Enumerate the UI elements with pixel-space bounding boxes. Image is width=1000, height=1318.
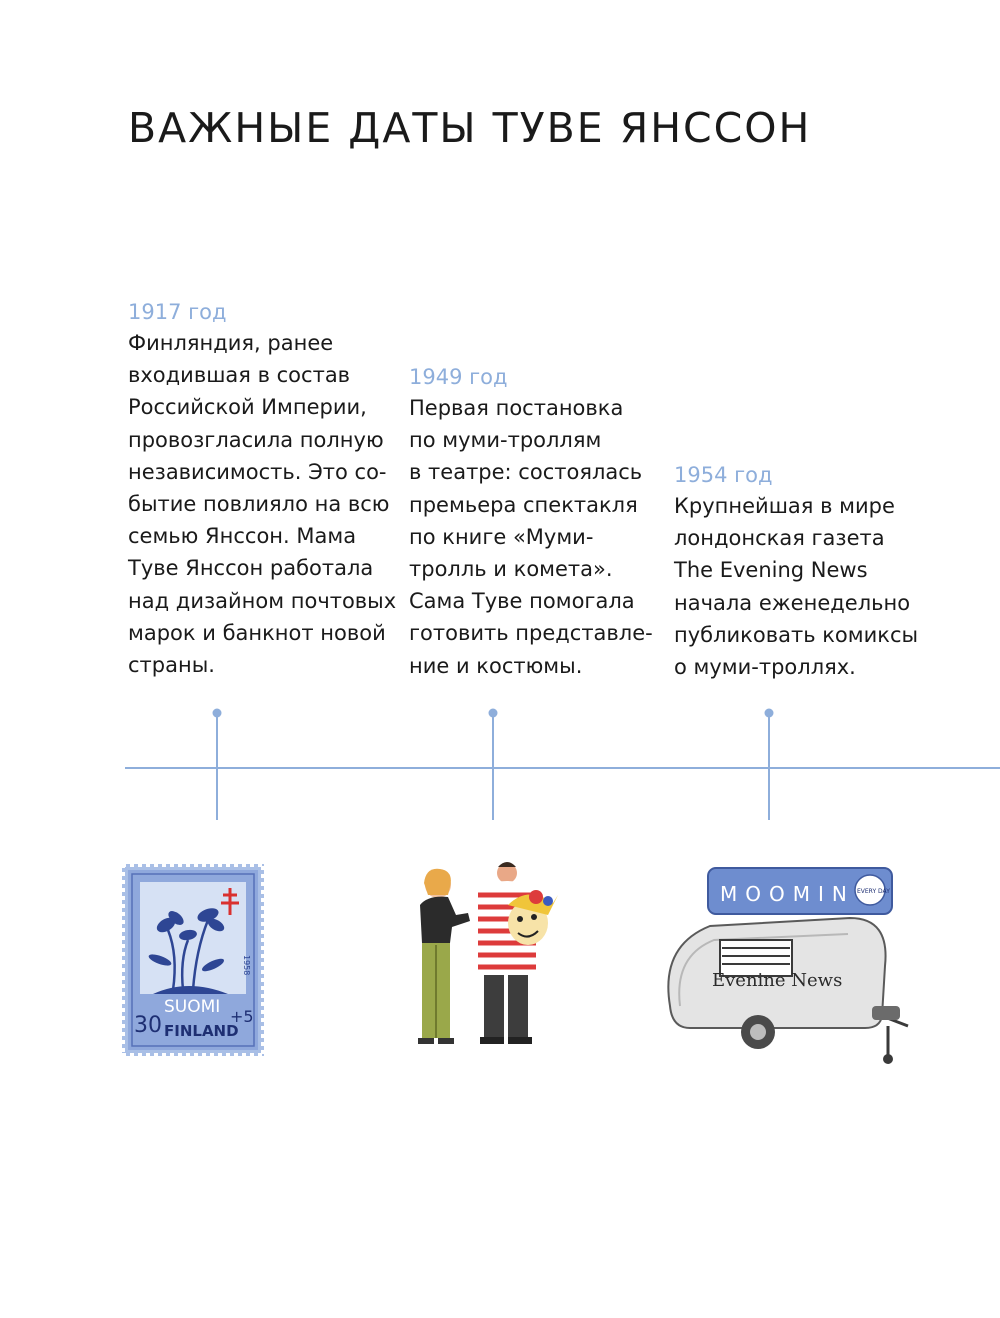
text-line: премьера спектакля: [409, 492, 638, 517]
text-line: независимость. Это со-: [128, 459, 387, 484]
text-line: тролль и комета».: [409, 557, 613, 582]
theatre-costume-icon: [408, 855, 578, 1055]
page-title: ВАЖНЫЕ ДАТЫ ТУВЕ ЯНССОН: [128, 104, 812, 152]
text-line: страны.: [128, 653, 215, 678]
text-line: в театре: состоялась: [409, 460, 643, 485]
stamp-word-top: SUOMI: [164, 997, 221, 1017]
text-line: Крупнейшая в мире: [674, 494, 895, 518]
text-line: бытие повлияло на всю: [128, 492, 390, 517]
text-line: Туве Янссон работала: [128, 556, 374, 581]
text-line: провозгласила полную: [128, 427, 384, 452]
text-line: марок и банкнот новой: [128, 620, 386, 645]
text-line: ние и костюмы.: [409, 653, 583, 678]
text-line: The Evening News: [674, 558, 868, 583]
stamp-value-left: 30: [134, 1013, 162, 1038]
stamp-value-right: +5: [230, 1007, 254, 1026]
postage-stamp-icon: [118, 860, 268, 1060]
text-line: Финляндия, ранее: [128, 331, 334, 355]
entry-year: 1949 год: [409, 365, 508, 389]
trailer-sign-small: EVERY DAY: [857, 888, 890, 895]
stamp-word-bottom: FINLAND: [164, 1022, 239, 1040]
entry-year: 1917 год: [128, 300, 227, 324]
caravan-trailer-icon: [650, 856, 920, 1071]
entry-year: 1954 год: [674, 463, 773, 487]
text-line: Первая постановка: [409, 396, 624, 420]
text-line: Российской Империи,: [128, 395, 367, 420]
text-line: начала еженедельно: [674, 590, 911, 615]
text-line: о муми-троллях.: [674, 655, 856, 680]
timeline-tick-1917: [213, 709, 222, 821]
trailer-sign: MOOMIN: [720, 882, 855, 906]
stamp-year: 1958: [242, 955, 251, 976]
text-line: публиковать комиксы: [674, 622, 919, 647]
text-line: над дизайном почтовых: [128, 588, 397, 613]
text-line: готовить представле-: [409, 621, 653, 646]
trailer-side-text: Evenine News: [712, 970, 843, 991]
timeline-tick-1954: [765, 709, 774, 821]
text-line: Сама Туве помогала: [409, 589, 635, 614]
timeline-tick-1949: [489, 709, 498, 821]
text-line: по муми-троллям: [409, 428, 602, 453]
text-line: семью Янссон. Мама: [128, 524, 357, 549]
text-line: входившая в состав: [128, 363, 351, 388]
text-line: по книге «Муми-: [409, 524, 594, 549]
text-line: лондонская газета: [674, 526, 885, 551]
